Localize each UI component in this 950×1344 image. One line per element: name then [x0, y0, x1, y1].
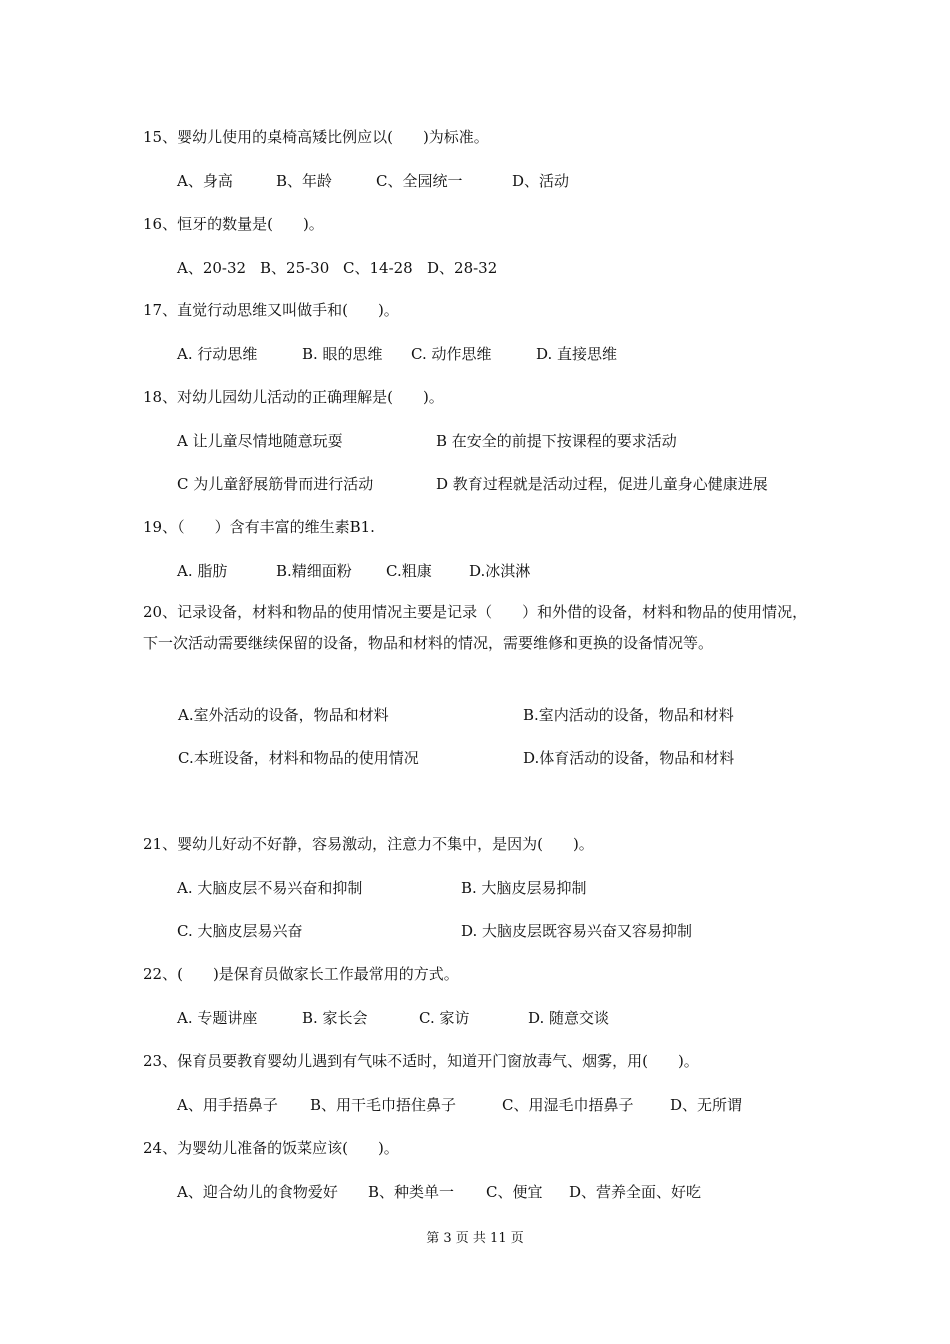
option-18-c: C 为儿童舒展筋骨而进行活动: [177, 475, 374, 493]
question-15: 15、婴幼儿使用的桌椅高矮比例应以( )为标准。: [143, 128, 489, 146]
option-19-a: A. 脂肪: [177, 562, 228, 580]
option-18-a: A 让儿童尽情地随意玩耍: [177, 432, 343, 450]
option-22-c: C. 家访: [419, 1009, 470, 1027]
option-15-c: C、全园统一: [376, 172, 463, 190]
question-17: 17、直觉行动思维又叫做手和( )。: [143, 301, 399, 319]
option-17-d: D. 直接思维: [536, 345, 618, 363]
option-19-d: D.冰淇淋: [469, 562, 531, 580]
option-21-a: A. 大脑皮层不易兴奋和抑制: [177, 879, 363, 897]
question-23: 23、保育员要教育婴幼儿遇到有气味不适时，知道开门窗放毒气、烟雾，用( )。: [143, 1052, 699, 1070]
option-23-b: B、用干毛巾捂住鼻子: [310, 1096, 457, 1114]
option-22-d: D. 随意交谈: [528, 1009, 610, 1027]
option-24-d: D、营养全面、好吃: [569, 1183, 702, 1201]
question-20: 20、记录设备，材料和物品的使用情况主要是记录（ ）和外借的设备，材料和物品的使用情况，下一次活动需要继续保留的设备，物品和材料的情况，需要维修和更换的设备情况等。: [143, 603, 808, 652]
page-footer: 第 3 页 共 11 页: [426, 1231, 524, 1246]
option-17-a: A. 行动思维: [177, 345, 258, 363]
option-20-a: A.室外活动的设备，物品和材料: [178, 706, 389, 724]
option-21-c: C. 大脑皮层易兴奋: [177, 922, 303, 940]
option-24-c: C、便宜: [486, 1183, 543, 1201]
question-16: 16、恒牙的数量是( )。: [143, 215, 324, 233]
option-18-b: B 在安全的前提下按课程的要求活动: [436, 432, 677, 450]
question-19: 19、（ ）含有丰富的维生素B1.: [143, 518, 375, 536]
option-16-a: A、20-32: [177, 259, 247, 277]
question-18: 18、对幼儿园幼儿活动的正确理解是( )。: [143, 388, 444, 406]
option-16-c: C、14-28: [343, 259, 413, 277]
option-24-b: B、种类单一: [368, 1183, 455, 1201]
question-24: 24、为婴幼儿准备的饭菜应该( )。: [143, 1139, 399, 1157]
option-23-a: A、用手捂鼻子: [177, 1096, 278, 1114]
option-15-d: D、活动: [512, 172, 570, 190]
option-22-b: B. 家长会: [302, 1009, 368, 1027]
option-15-a: A、身高: [177, 172, 233, 190]
option-15-b: B、年龄: [276, 172, 333, 190]
option-21-b: B. 大脑皮层易抑制: [461, 879, 587, 897]
question-22: 22、( )是保育员做家长工作最常用的方式。: [143, 965, 459, 983]
option-23-c: C、用湿毛巾捂鼻子: [502, 1096, 634, 1114]
option-16-b: B、25-30: [260, 259, 330, 277]
option-19-c: C.粗康: [386, 562, 432, 580]
option-19-b: B.精细面粉: [276, 562, 352, 580]
option-20-d: D.体育活动的设备，物品和材料: [523, 749, 735, 767]
option-16-d: D、28-32: [427, 259, 498, 277]
option-17-c: C. 动作思维: [411, 345, 492, 363]
option-20-b: B.室内活动的设备，物品和材料: [523, 706, 734, 724]
question-21: 21、婴幼儿好动不好静，容易激动，注意力不集中，是因为( )。: [143, 835, 594, 853]
option-18-d: D 教育过程就是活动过程，促进儿童身心健康进展: [436, 475, 768, 493]
option-23-d: D、无所谓: [670, 1096, 743, 1114]
option-20-c: C.本班设备，材料和物品的使用情况: [178, 749, 419, 767]
option-21-d: D. 大脑皮层既容易兴奋又容易抑制: [461, 922, 693, 940]
option-17-b: B. 眼的思维: [302, 345, 383, 363]
option-22-a: A. 专题讲座: [177, 1009, 258, 1027]
option-24-a: A、迎合幼儿的食物爱好: [177, 1183, 338, 1201]
